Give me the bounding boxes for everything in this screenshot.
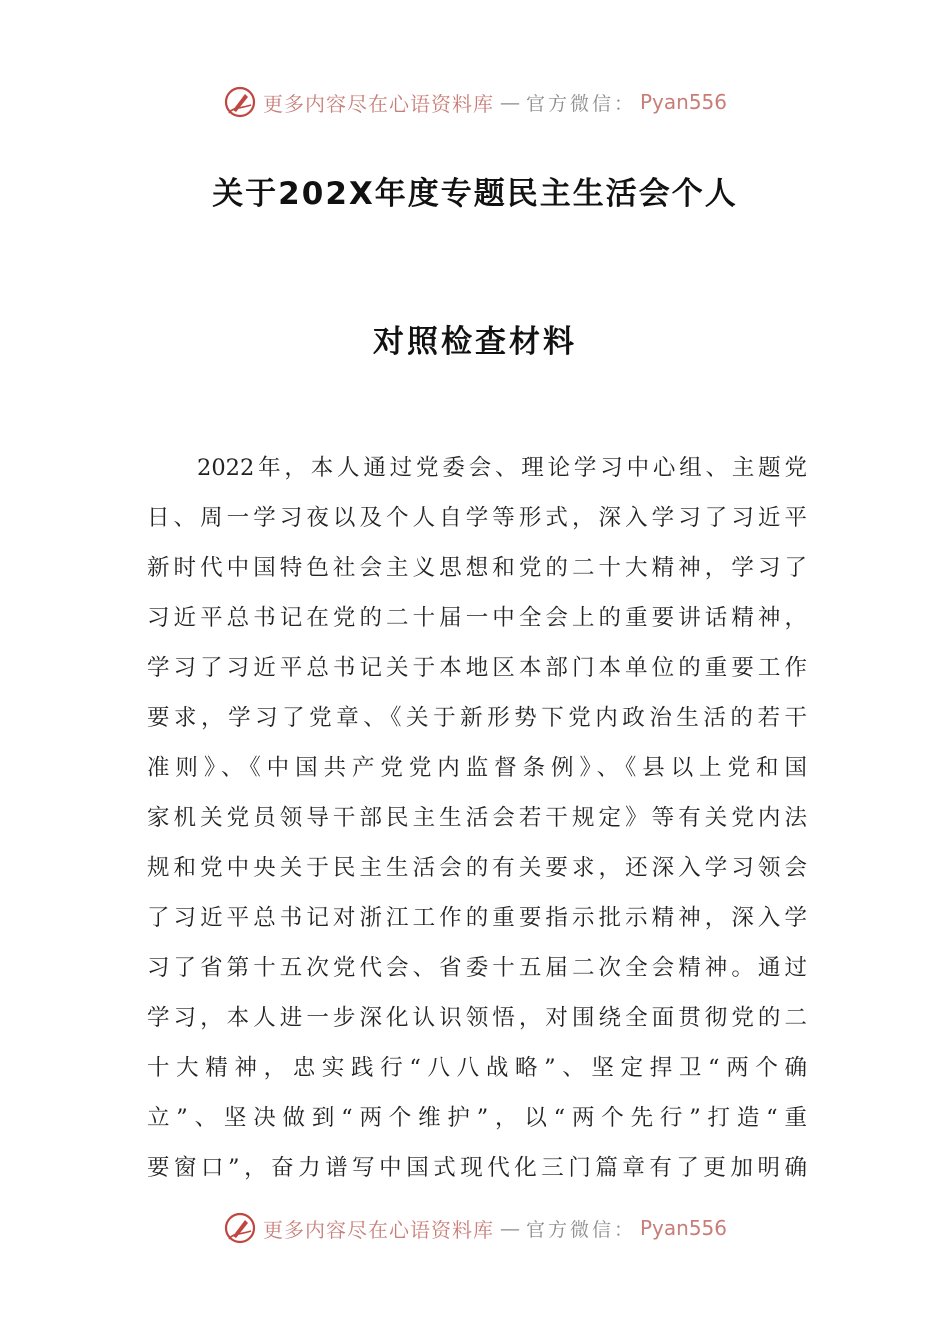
header-watermark-banner xyxy=(0,82,950,122)
body-line: 日、周一学习夜以及个人自学等形式，深入学习了习近平 xyxy=(147,505,807,531)
watermark-official-label: 官方微信： xyxy=(525,92,636,115)
footer-watermark-banner xyxy=(0,1208,950,1248)
body-line: 了习近平总书记对浙江工作的重要指示批示精神，深入学 xyxy=(147,905,807,931)
body-line: 要窗口”，奋力谱写中国式现代化三门篇章有了更加明确 xyxy=(147,1155,807,1181)
body-line: 习了省第十五次党代会、省委十五届二次全会精神。通过 xyxy=(147,955,807,981)
watermark-main-text: 更多内容尽在心语资料库 xyxy=(262,1217,494,1242)
body-line: 要求，学习了党章、《关于新形势下党内政治生活的若干 xyxy=(147,705,807,731)
body-line: 规和党中央关于民主生活会的有关要求，还深入学习领会 xyxy=(147,855,807,881)
watermark-wechat-id: Pyan556 xyxy=(640,90,728,114)
body-line: 家机关党员领导干部民主生活会若干规定》等有关党内法 xyxy=(147,805,807,831)
body-line: 十大精神，忠实践行“八八战略”、坚定捍卫“两个确 xyxy=(147,1055,807,1081)
document-title-line-2: 对照检查材料 xyxy=(373,324,577,360)
body-line: 2022年，本人通过党委会、理论学习中心组、主题党 xyxy=(197,455,807,481)
body-line: 习近平总书记在党的二十届一中全会上的重要讲话精神， xyxy=(147,605,807,631)
body-line: 学习了习近平总书记关于本地区本部门本单位的重要工作 xyxy=(147,655,807,681)
body-line: 新时代中国特色社会主义思想和党的二十大精神，学习了 xyxy=(147,555,807,581)
document-body xyxy=(147,443,807,1193)
body-line: 准则》、《中国共产党党内监督条例》、《县以上党和国 xyxy=(147,755,807,781)
watermark-official-label: 官方微信： xyxy=(525,1218,636,1241)
pen-nib-circle-icon xyxy=(223,1211,257,1245)
watermark-wechat-id: Pyan556 xyxy=(640,1216,728,1240)
watermark-dash: — xyxy=(499,90,520,114)
watermark-main-text: 更多内容尽在心语资料库 xyxy=(262,91,494,116)
body-line: 立”、坚决做到“两个维护”，以“两个先行”打造“重 xyxy=(147,1105,807,1131)
body-line: 学习，本人进一步深化认识领悟，对围绕全面贯彻党的二 xyxy=(147,1005,807,1031)
watermark-dash: — xyxy=(499,1216,520,1240)
document-title-line-1: 关于202X年度专题民主生活会个人 xyxy=(212,176,738,212)
pen-nib-circle-icon xyxy=(223,85,257,119)
